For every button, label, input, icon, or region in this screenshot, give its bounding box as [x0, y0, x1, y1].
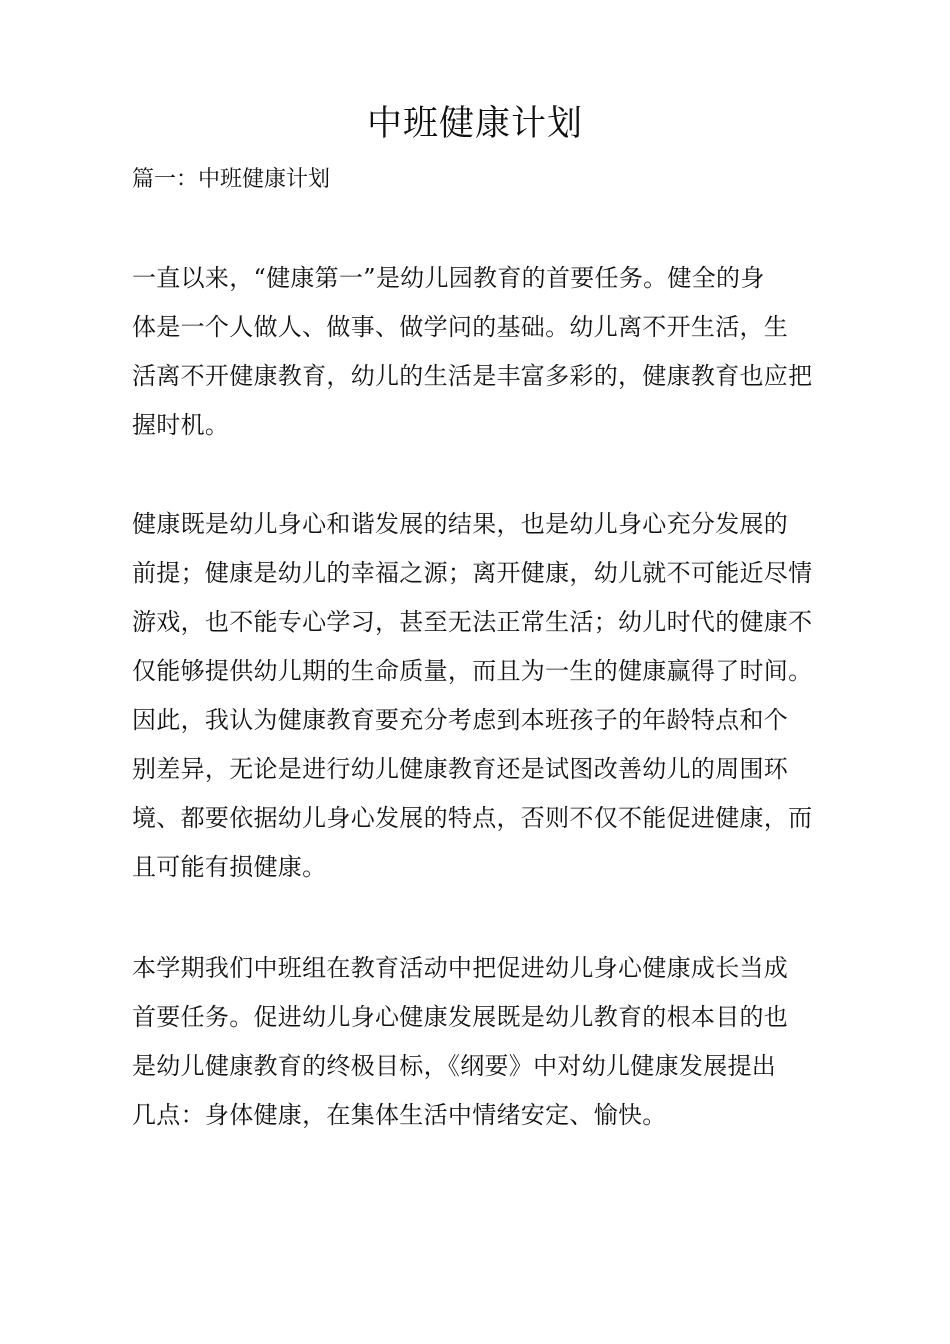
paragraph-line: 前提；健康是幼儿的幸福之源；离开健康，幼儿就不可能近尽情 — [132, 559, 813, 587]
paragraph-line: 活离不开健康教育，幼儿的生活是丰富多彩的，健康教育也应把 — [132, 362, 813, 390]
paragraph-line: 健康既是幼儿身心和谐发展的结果，也是幼儿身心充分发展的 — [132, 510, 789, 538]
paragraph-1 — [132, 254, 852, 450]
paragraph-line: 首要任务。促进幼儿身心健康发展既是幼儿教育的根本目的也 — [132, 1003, 789, 1031]
paragraph-line: 是幼儿健康教育的终极目标，《纲要》中对幼儿健康发展提出 — [132, 1052, 777, 1080]
paragraph-2 — [132, 500, 852, 892]
paragraph-line: 体是一个人做人、做事、做学问的基础。幼儿离不开生活，生 — [132, 313, 789, 341]
paragraph-line: 握时机。 — [132, 411, 230, 439]
paragraph-3 — [132, 944, 852, 1140]
paragraph-line: 别差异，无论是进行幼儿健康教育还是试图改善幼儿的周围环 — [132, 755, 789, 783]
document-subtitle: 篇一：中班健康计划 — [132, 167, 331, 192]
paragraph-line: 本学期我们中班组在教育活动中把促进幼儿身心健康成长当成 — [132, 954, 789, 982]
document-title: 中班健康计划 — [366, 104, 583, 144]
paragraph-line: 且可能有损健康。 — [132, 853, 327, 881]
paragraph-line: 一直以来，“健康第一”是幼儿园教育的首要任务。健全的身 — [132, 264, 765, 292]
paragraph-line: 境、都要依据幼儿身心发展的特点，否则不仅不能促进健康，而 — [132, 804, 813, 832]
paragraph-line: 游戏，也不能专心学习，甚至无法正常生活；幼儿时代的健康不 — [132, 608, 813, 636]
paragraph-line: 因此，我认为健康教育要充分考虑到本班孩子的年龄特点和个 — [132, 706, 789, 734]
paragraph-line: 几点：身体健康，在集体生活中情绪安定、愉快。 — [132, 1101, 667, 1129]
paragraph-line: 仅能够提供幼儿期的生命质量，而且为一生的健康赢得了时间。 — [132, 657, 813, 685]
